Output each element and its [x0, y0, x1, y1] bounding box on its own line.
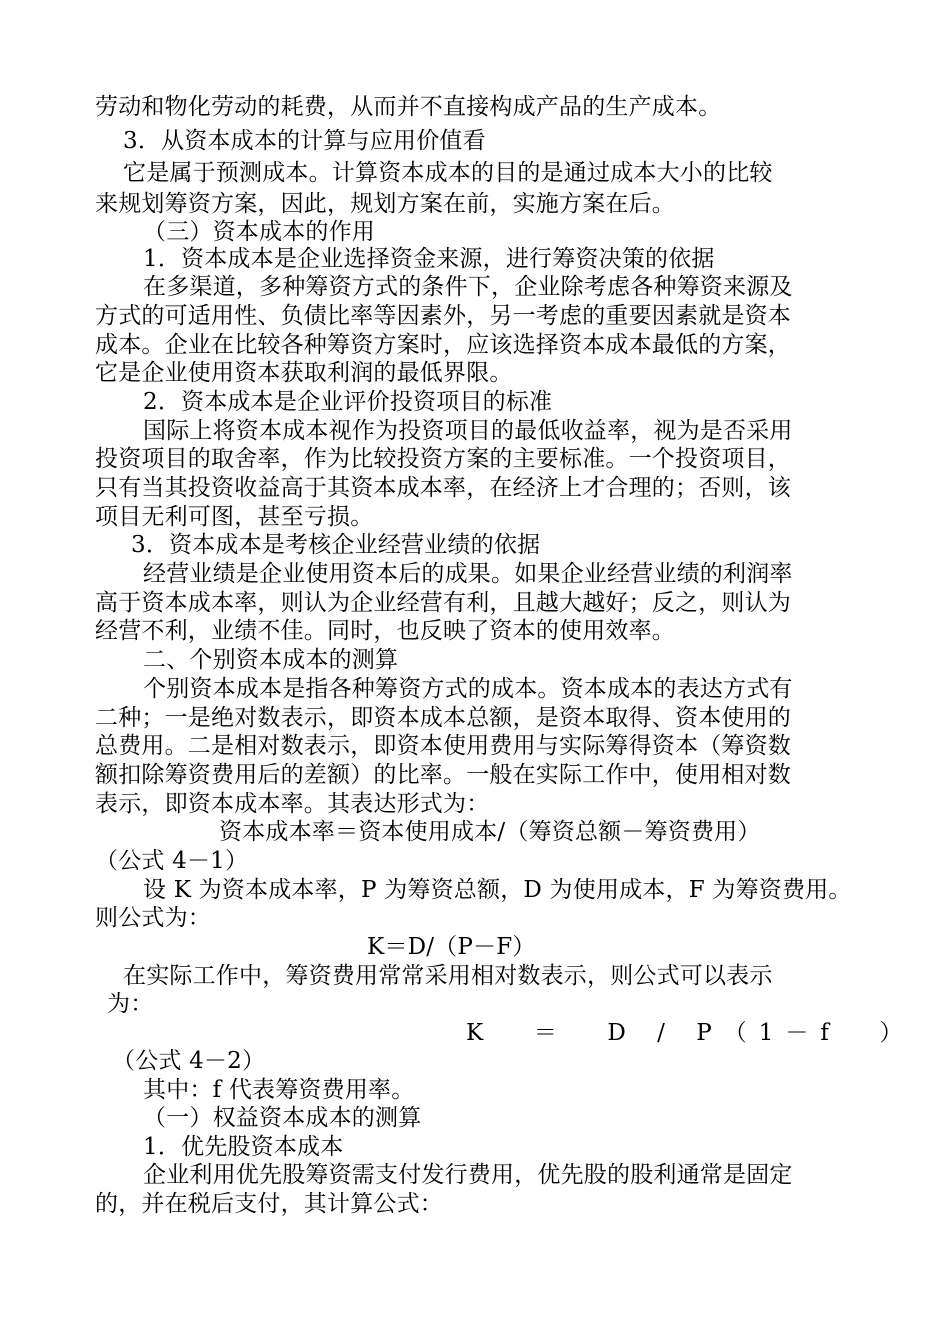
section-heading: （一）权益资本成本的测算	[143, 1105, 422, 1131]
text-line: 它是属于预测成本。计算资本成本的目的是通过成本大小的比较	[123, 160, 773, 186]
text-line: 在多渠道，多种筹资方式的条件下，企业除考虑各种筹资来源及	[143, 274, 793, 300]
subsection-heading: 3．资本成本是考核企业经营业绩的依据	[131, 532, 541, 558]
formula: 资本成本率＝资本使用成本/（筹资总额－筹资费用）	[219, 819, 761, 845]
text-line: 经营业绩是企业使用资本后的成果。如果企业经营业绩的利润率	[143, 561, 793, 587]
text-line: 其中：f 代表筹资费用率。	[143, 1077, 415, 1103]
text-line: 国际上将资本成本视作为投资项目的最低收益率，视为是否采用	[143, 418, 793, 444]
text-line: 方式的可适用性、负债比率等因素外，另一考虑的重要因素就是资本	[95, 303, 791, 329]
text-line: 项目无利可图，甚至亏损。	[95, 504, 374, 530]
formula-label: （公式 4－2）	[112, 1048, 266, 1074]
text-line: 额扣除筹资费用后的差额）的比率。一般在实际工作中，使用相对数	[95, 762, 791, 788]
text-line: 它是企业使用资本获取利润的最低界限。	[95, 360, 513, 386]
subsection-heading: 1．资本成本是企业选择资金来源，进行筹资决策的依据	[143, 246, 715, 272]
text-line: 投资项目的取舍率，作为比较投资方案的主要标准。一个投资项目，	[95, 446, 791, 472]
text-line: 表示，即资本成本率。其表达形式为：	[95, 791, 490, 817]
text-line: 来规划筹资方案，因此，规划方案在前，实施方案在后。	[95, 191, 675, 217]
text-line: 个别资本成本是指各种筹资方式的成本。资本成本的表达方式有	[143, 676, 793, 702]
text-line: 成本。企业在比较各种筹资方案时，应该选择资本成本最低的方案，	[95, 332, 791, 358]
text-line: 二种；一是绝对数表示，即资本成本总额，是资本取得、资本使用的	[95, 705, 791, 731]
text-line: 3．从资本成本的计算与应用价值看	[123, 128, 486, 154]
text-line: 高于资本成本率，则认为企业经营有利，且越大越好；反之，则认为	[95, 590, 791, 616]
text-line: 经营不利，业绩不佳。同时，也反映了资本的使用效率。	[95, 618, 675, 644]
text-line: 设 K 为资本成本率，P 为筹资总额，D 为使用成本，F 为筹资费用。	[143, 877, 852, 903]
subsection-heading: 2．资本成本是企业评价投资项目的标准	[143, 389, 553, 415]
text-line: 企业利用优先股筹资需支付发行费用，优先股的股利通常是固定	[143, 1162, 793, 1188]
formula-label: （公式 4－1）	[95, 848, 249, 874]
formula: K＝D/（P－F）	[367, 934, 536, 960]
formula: K ＝ D / P（1－f ）	[466, 1020, 915, 1046]
section-heading: 二、个别资本成本的测算	[143, 647, 399, 673]
section-heading: （三）资本成本的作用	[143, 219, 375, 245]
text-line: 只有当其投资收益高于其资本成本率，在经济上才合理的；否则，该	[95, 475, 791, 501]
text-line: 劳动和物化劳动的耗费，从而并不直接构成产品的生产成本。	[95, 94, 722, 120]
subsection-heading: 1．优先股资本成本	[143, 1134, 344, 1160]
text-line: 的，并在税后支付，其计算公式：	[95, 1191, 443, 1217]
text-line: 为：	[107, 991, 154, 1017]
text-line: 总费用。二是相对数表示，即资本使用费用与实际筹得资本（筹资数	[95, 733, 791, 759]
text-line: 在实际工作中，筹资费用常常采用相对数表示，则公式可以表示	[123, 963, 773, 989]
text-line: 则公式为：	[95, 905, 211, 931]
